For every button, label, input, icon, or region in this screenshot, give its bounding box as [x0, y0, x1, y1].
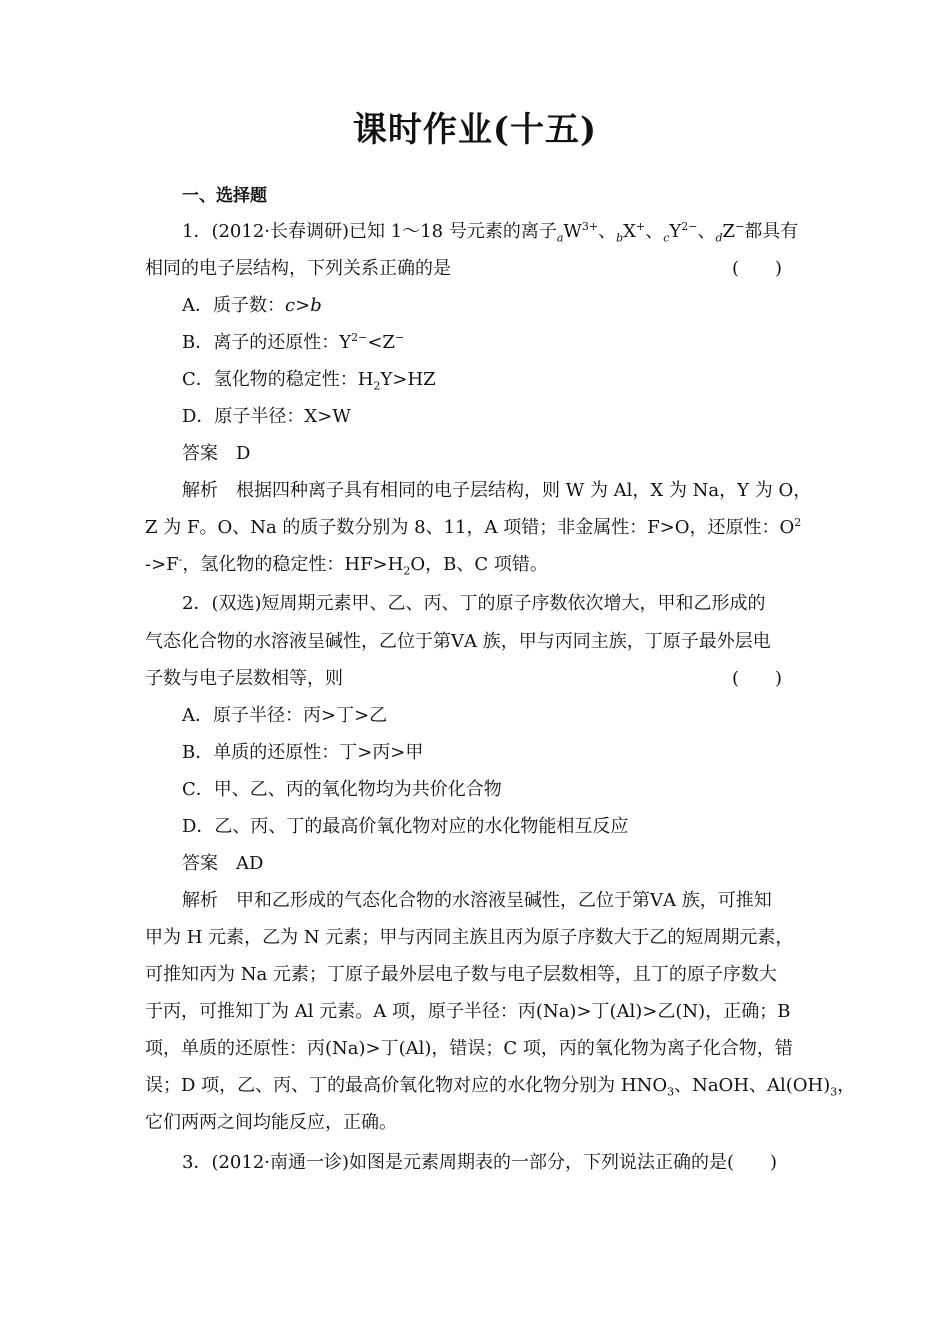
q2-explanation-line6: 误；D 项，乙、丙、丁的最高价氧化物对应的水化物分别为 $HNO_3$、NaOH、$Al(OH)_3$，: [145, 1075, 856, 1099]
q1-explanation-line3: ->F-，氢化物的稳定性：$HF>H_2O$，B、C 项错。: [145, 553, 548, 578]
q2-option-a: A．原子半径：丙>丁>乙: [182, 705, 388, 726]
q1-option-c: C．氢化物的稳定性：$H_2Y>HZ$: [182, 369, 436, 393]
q2-answer-paren: ( ): [732, 668, 783, 689]
q2-stem-line2: 气态化合物的水溶液呈碱性，乙位于第ⅤA 族，甲与丙同主族，丁原子最外层电: [145, 631, 771, 652]
q2-option-b: B．单质的还原性：丁>丙>甲: [182, 742, 424, 763]
q2-option-d: D．乙、丙、丁的最高价氧化物对应的水化物能相互反应: [182, 816, 629, 837]
q1-stem-line2: 相同的电子层结构，下列关系正确的是: [145, 258, 451, 279]
q2-stem-line1: 2．(双选)短周期元素甲、乙、丙、丁的原子序数依次增大，甲和乙形成的: [182, 593, 766, 614]
q1-option-b: B．离子的还原性：$Y^{2-}<Z^-$: [182, 331, 405, 353]
q3-stem: 3．(2012·南通一诊)如图是元素周期表的一部分，下列说法正确的是( ): [182, 1152, 778, 1173]
q2-explanation-line4: 于丙，可推知丁为 Al 元素。A 项，原子半径：丙(Na)>丁(Al)>乙(N)，正确；B: [145, 1001, 791, 1022]
q2-explanation-line1: 解析 甲和乙形成的气态化合物的水溶液呈碱性，乙位于第ⅤA 族，可推知: [182, 890, 772, 911]
q2-explanation-line7: 它们两两之间均能反应，正确。: [145, 1112, 397, 1133]
page-title: 课时作业(十五): [352, 110, 598, 150]
q2-explanation-line5: 项，单质的还原性：丙(Na)>丁(Al)，错误；C 项，丙的氧化物为离子化合物，错: [145, 1038, 793, 1059]
q1-option-a: A．质子数：c>b: [182, 295, 322, 316]
q2-stem-line3: 子数与电子层数相等，则: [145, 668, 343, 689]
section-heading: 一、选择题: [182, 186, 267, 206]
q1-explanation-line1: 解析 根据四种离子具有相同的电子层结构，则 W 为 Al，X 为 Na，Y 为 O，: [182, 480, 812, 501]
q2-option-c: C．甲、乙、丙的氧化物均为共价化合物: [182, 779, 502, 800]
q1-option-d: D．原子半径：X>W: [182, 406, 351, 427]
q1-answer-paren: ( ): [732, 258, 783, 279]
q1-explanation-line2: Z 为 F。O、Na 的质子数分别为 8、11，A 项错；非金属性：F>O，还原性：$O^2$: [145, 516, 802, 538]
q2-answer: 答案 AD: [182, 853, 264, 874]
q2-explanation-line3: 可推知丙为 Na 元素；丁原子最外层电子数与电子层数相等，且丁的原子序数大: [145, 964, 777, 985]
q2-explanation-line2: 甲为 H 元素，乙为 N 元素；甲与丙同主族且丙为原子序数大于乙的短周期元素，: [145, 927, 794, 948]
q1-answer: 答案 D: [182, 443, 251, 464]
q1-stem-line1: 1．(2012·长春调研)已知 1～18 号元素的离子$_aW^{3+}$、$_b$X+、$_cY^{2-}$、$_d$Z−都具有: [182, 220, 799, 245]
